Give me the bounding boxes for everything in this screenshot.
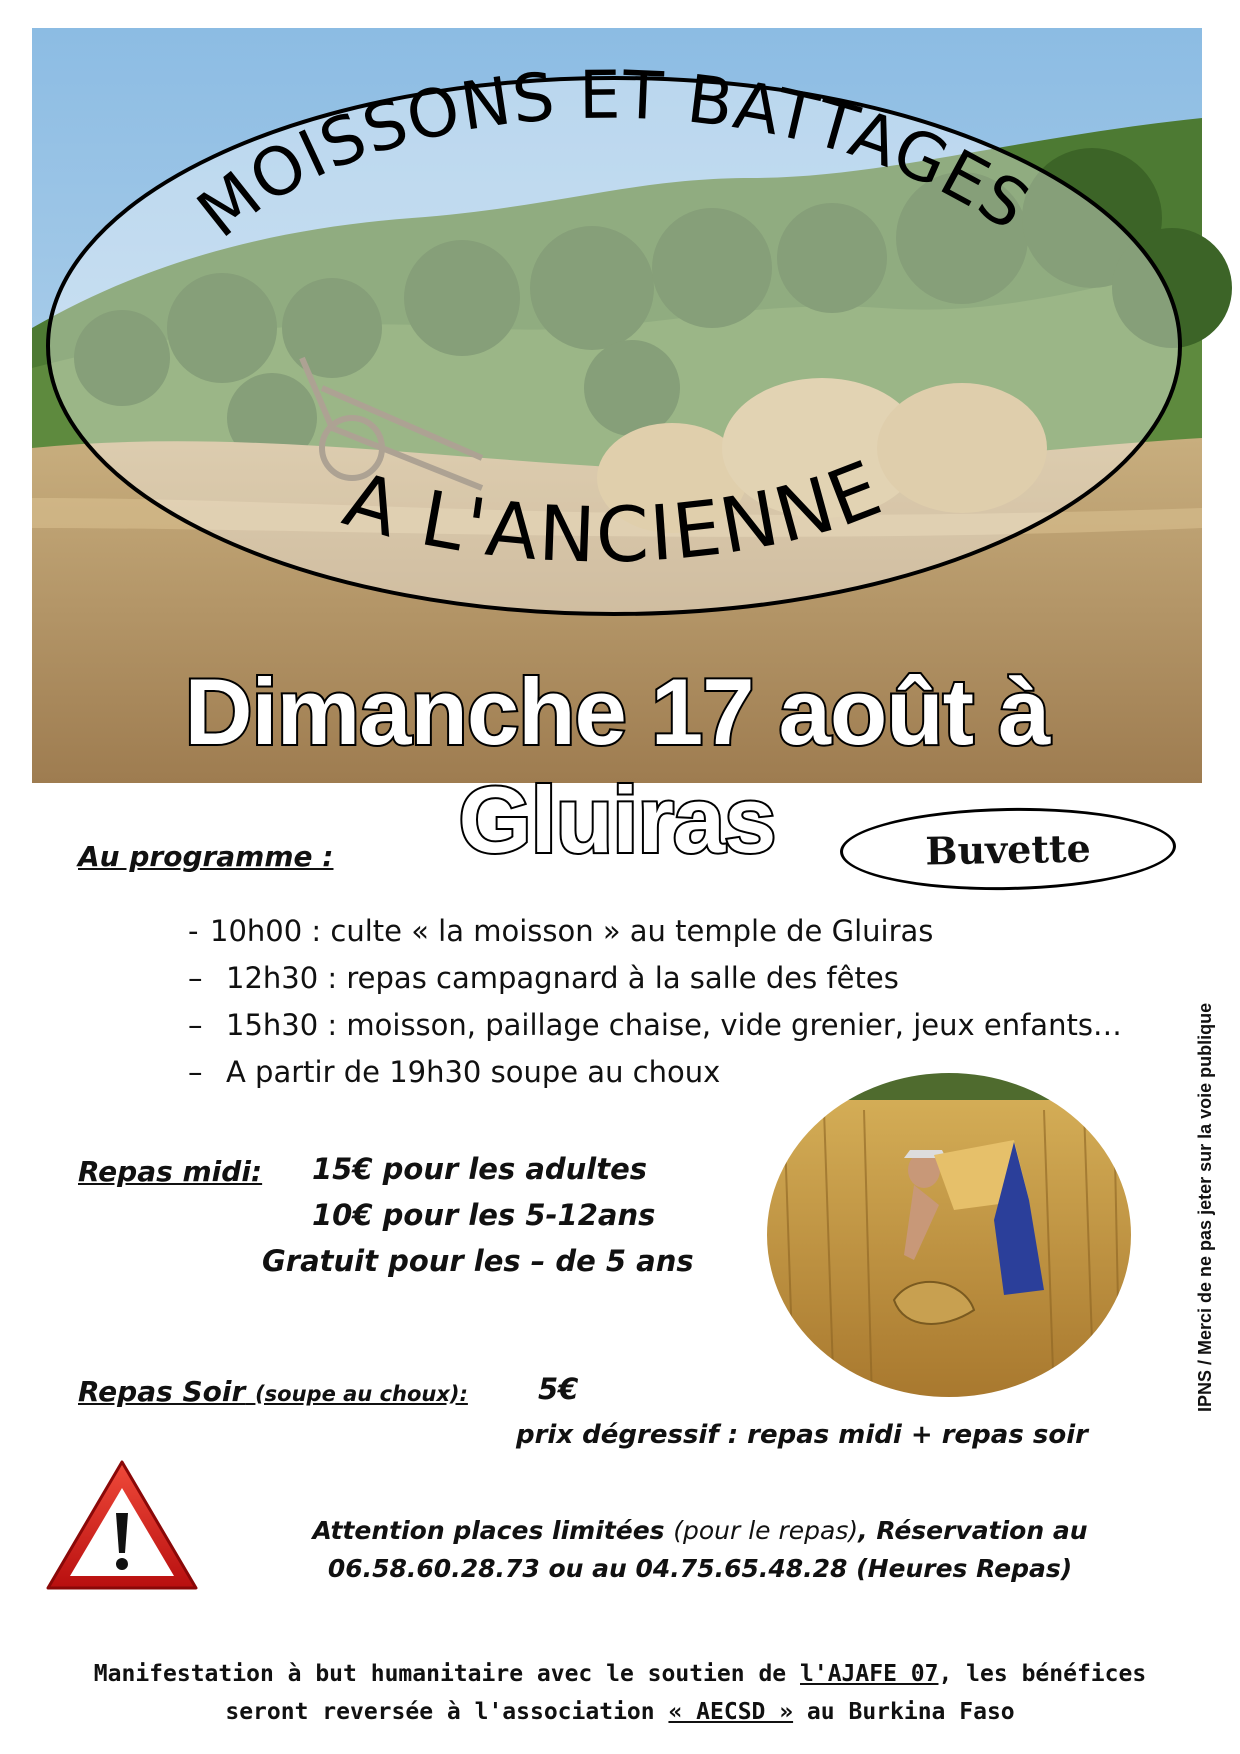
harvester-photo	[764, 1070, 1134, 1400]
repas-soir-label	[78, 1375, 468, 1408]
price-soir: 5€	[538, 1372, 579, 1406]
ipns-notice: IPNS / Merci de ne pas jeter sur la voie publique	[1195, 1002, 1215, 1412]
reservation-notice	[300, 1512, 1100, 1588]
footer-text: seront reversée à l'association	[225, 1699, 669, 1725]
title-line-1: MOISSONS ET BATTAGES	[183, 56, 1043, 253]
repas-soir-title: Repas Soir	[78, 1375, 246, 1408]
programme-heading: Au programme :	[78, 840, 334, 873]
programme-list	[188, 908, 1122, 1096]
prix-degressif: prix dégressif : repas midi + repas soir	[516, 1420, 1088, 1450]
attention-text: Attention places limitées	[312, 1516, 665, 1545]
warning-icon	[44, 1458, 200, 1594]
repas-soir-note: (soupe au choux):	[255, 1382, 468, 1406]
repas-midi-label: Repas midi:	[78, 1155, 263, 1188]
price-free: Gratuit pour les – de 5 ans	[262, 1244, 694, 1278]
phone-numbers: 06.58.60.28.73 ou au 04.75.65.48.28 (Heures Repas)	[327, 1554, 1073, 1583]
programme-item: – 12h30 : repas campagnard à la salle des fêtes	[188, 961, 899, 995]
footer	[60, 1655, 1180, 1731]
programme-item: - 10h00 : culte « la moisson » au temple de Gluiras	[188, 914, 934, 948]
ajafe-org: l'AJAFE 07	[800, 1661, 939, 1687]
attention-note: (pour le repas)	[673, 1516, 859, 1545]
buvette-badge: Buvette	[839, 805, 1176, 893]
price-children: 10€ pour les 5-12ans	[312, 1198, 656, 1232]
programme-item: – A partir de 19h30 soupe au choux	[188, 1055, 721, 1089]
footer-text: , les bénéfices	[938, 1661, 1147, 1687]
price-adults: 15€ pour les adultes	[312, 1152, 648, 1186]
footer-text: au Burkina Faso	[793, 1699, 1015, 1725]
programme-item: – 15h30 : moisson, paillage chaise, vide grenier, jeux enfants…	[188, 1008, 1122, 1042]
reservation-text: , Réservation au	[858, 1516, 1088, 1545]
footer-text: Manifestation à but humanitaire avec le soutien de	[93, 1661, 800, 1687]
title-line-2: A L'ANCIENNE	[334, 442, 894, 580]
aecsd-org: « AECSD »	[668, 1699, 794, 1725]
event-date: Dimanche 17 août à Gluiras	[184, 659, 1050, 872]
